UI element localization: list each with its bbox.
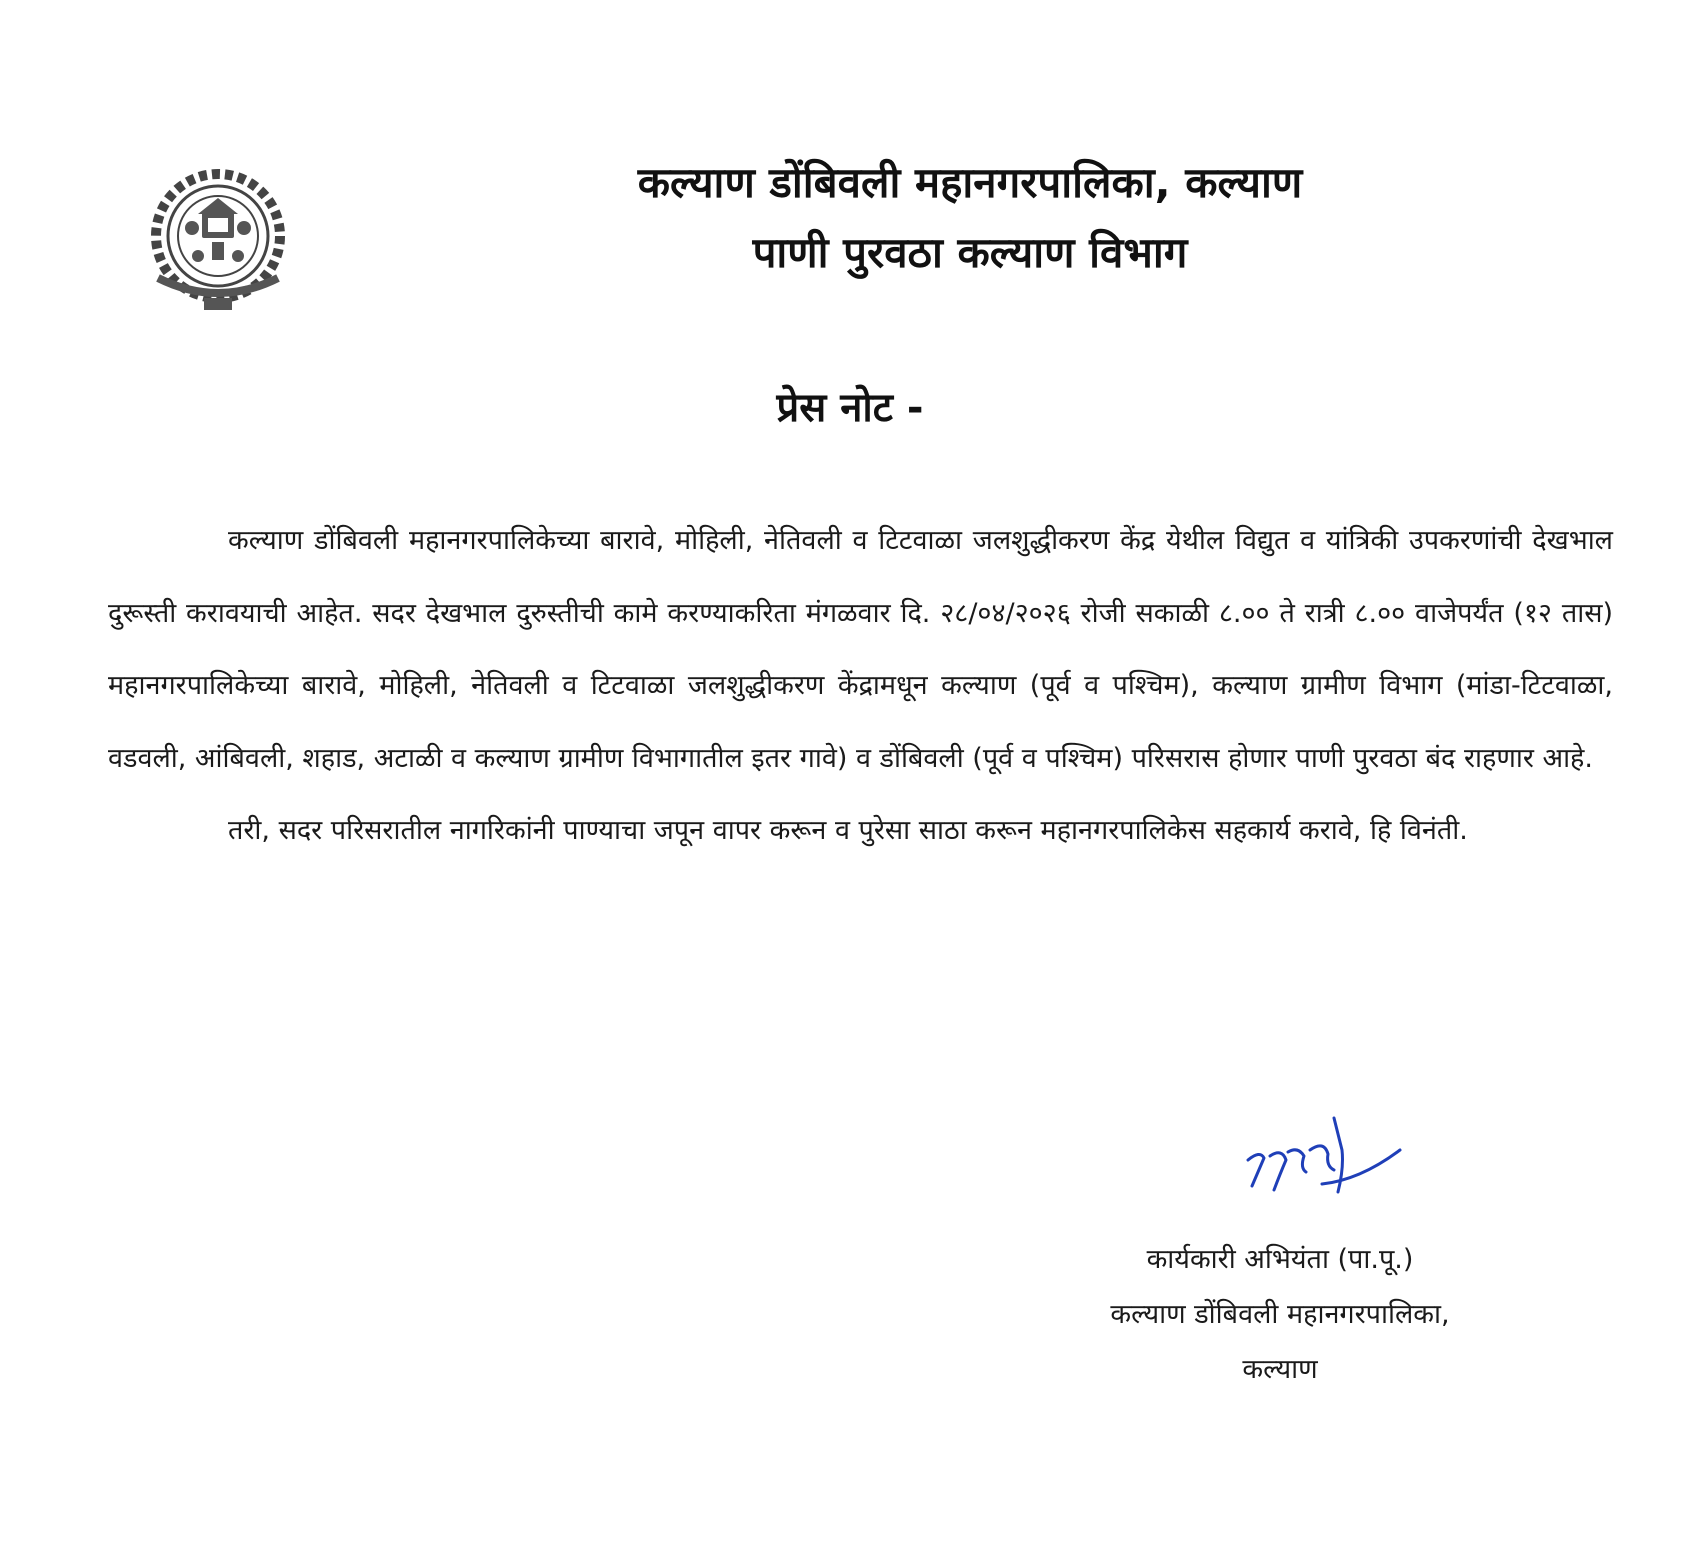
letterhead xyxy=(420,148,1520,288)
corporation-name: कल्याण डोंबिवली महानगरपालिका, कल्याण xyxy=(637,158,1303,207)
signatory-block xyxy=(1030,1232,1530,1397)
notice-body xyxy=(108,505,1613,868)
notice-paragraph-1: कल्याण डोंबिवली महानगरपालिकेच्या बारावे, मोहिली, नेतिवली व टिटवाळा जलशुद्धीकरण केंद्र येथील विद्युत व यांत्रिकी उपकरणांची देखभाल दुरूस्ती करावयाची आहेत. सदर देखभाल दुरुस्तीची कामे करण्याकरिता मंगळवार दि. २८/०४/२०२६ रोजी सकाळी ८.०० ते रात्री ८.०० वाजेपर्यंत (१२ तास) महानगरपालिकेच्या बारावे, मोहिली, नेतिवली व टिटवाळा जलशुद्धीकरण केंद्रामधून कल्याण (पूर्व व पश्चिम), कल्याण ग्रामीण विभाग (मांडा-टिटवाळा, वडवली, आंबिवली, शहाड, अटाळी व कल्याण ग्रामीण विभागातील इतर गावे) व डोंबिवली (पूर्व व पश्चिम) परिसरास होणार पाणी पुरवठा बंद राहणार आहे. xyxy=(108,525,1613,774)
municipal-emblem-icon xyxy=(128,158,308,318)
department-name: पाणी पुरवठा कल्याण विभाग xyxy=(752,228,1188,277)
press-note-title: प्रेस नोट - xyxy=(776,385,924,431)
signatory-organization: कल्याण डोंबिवली महानगरपालिका, xyxy=(1110,1299,1450,1330)
signatory-city: कल्याण xyxy=(1242,1354,1318,1385)
signatory-designation: कार्यकारी अभियंता (पा.पू.) xyxy=(1146,1244,1414,1275)
handwritten-signature-icon xyxy=(1230,1110,1420,1220)
notice-paragraph-2: तरी, सदर परिसरातील नागरिकांनी पाण्याचा जपून वापर करून व पुरेसा साठा करून महानगरपालिकेस सहकार्य करावे, हि विनंती. xyxy=(228,815,1468,846)
